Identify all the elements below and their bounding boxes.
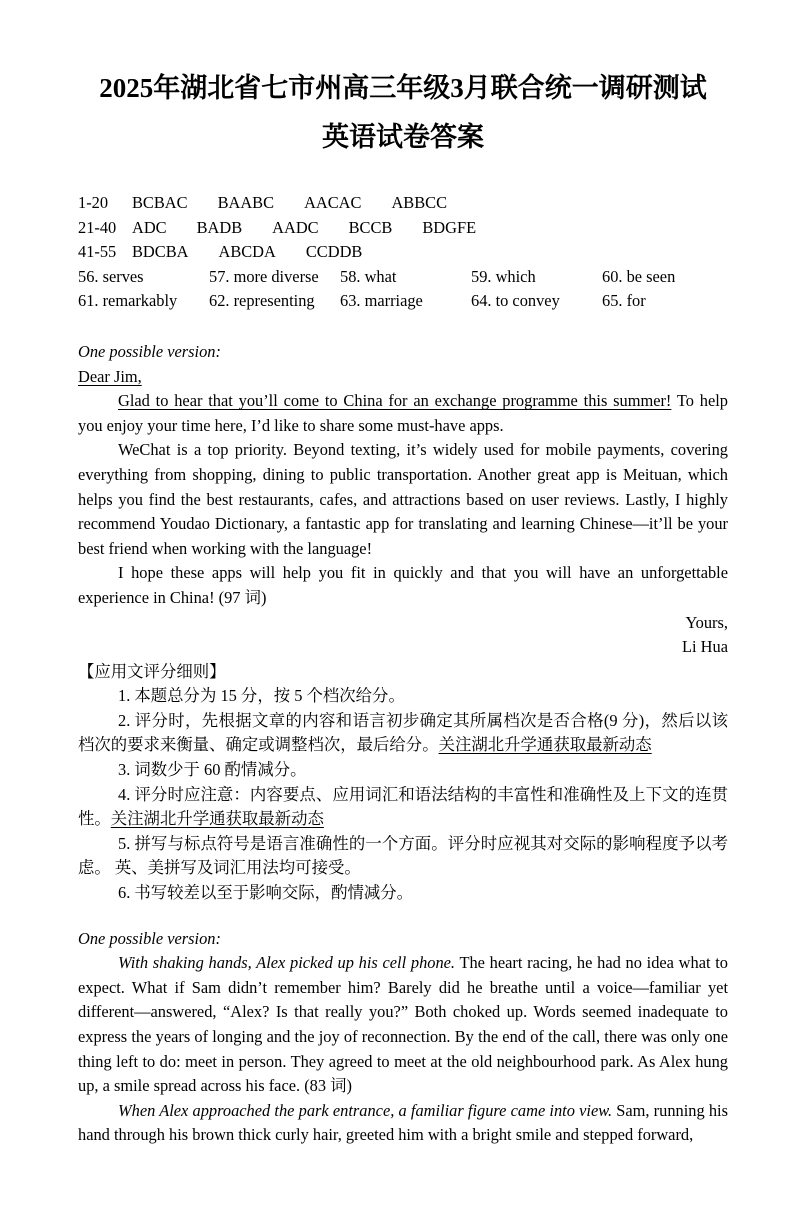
model-story-section	[78, 927, 728, 1148]
rubric-item-1	[78, 684, 728, 709]
letter-closing: Yours,	[685, 612, 728, 632]
answer-row-41-55	[78, 240, 728, 265]
answer-group: BADB	[196, 217, 243, 237]
title-line-1: 2025年湖北省七市州高三年级3月联合统一调研测试	[99, 73, 707, 103]
answer-group: AADC	[272, 217, 319, 237]
answer-group: BCCB	[348, 217, 393, 237]
answer-item: 56. serves	[78, 266, 144, 286]
answer-item: 62. representing	[209, 291, 315, 311]
fill-in-answers-row-56-60	[78, 265, 728, 290]
rubric-item-text: 5. 拼写与标点符号是语言准确性的一个方面。评分时应视其对交际的影响程度予以考虑。 英、美拼写及词汇用法均可接受。	[78, 833, 728, 878]
answer-group: CCDDB	[305, 242, 363, 262]
answer-group: ABBCC	[391, 193, 448, 212]
story-paragraph-2	[78, 1099, 728, 1148]
document-title	[78, 64, 728, 162]
letter-salutation	[78, 365, 728, 390]
answer-item: 58. what	[340, 266, 397, 286]
rubric-item-5	[78, 832, 728, 881]
answer-group: ADC	[132, 217, 167, 237]
answer-range-label: 21-40	[78, 217, 117, 237]
answer-item: 61. remarkably	[78, 291, 178, 311]
story-opening-sentence: With shaking hands, Alex picked up his cell phone.	[118, 953, 456, 973]
answer-key-section	[78, 191, 728, 314]
letter-paragraph-3: I hope these apps will help you fit in quickly and that you will have an unforgettable experience in China! (97 词)	[78, 563, 728, 607]
answer-item: 60. be seen	[602, 266, 676, 286]
rubric-item-6	[78, 881, 728, 906]
rubric-item-text: 3. 词数少于 60 酌情减分。	[118, 760, 307, 780]
answer-item: 65. for	[602, 291, 646, 311]
paragraph-text: To help you enjoy your time here, I’d like to share some must-have apps.	[78, 391, 728, 435]
answer-range-label: 1-20	[78, 193, 109, 212]
rubric-item-4	[78, 783, 728, 832]
answer-item: 59. which	[471, 266, 536, 286]
salutation-text: Dear Jim,	[78, 366, 142, 386]
rubric-item-text: 2. 评分时，先根据文章的内容和语言初步确定其所属档次是否合格(9 分)，然后以该档次的要求来衡量、确定或调整档次，最后给分。	[78, 710, 728, 755]
answer-group: BDGFE	[422, 217, 477, 237]
answer-range-label: 41-55	[78, 242, 117, 262]
rubric-heading: 【应用文评分细则】	[78, 661, 226, 681]
rubric-item-2	[78, 709, 728, 758]
answer-item: 57. more diverse	[209, 266, 319, 286]
letter-paragraph-2: WeChat is a top priority. Beyond texting, it’s widely used for mobile payments, covering everything from shopping, dining to public transportation. Another great app is Meituan, which helps you find the best restaurants, cafes, and attractions based on user reviews. Lastly, I highly recommend Youdao Dictionary, a fantastic app for translating and learning Chinese—it’ll be your best friend when working with the language!	[78, 440, 728, 558]
letter-signature: Li Hua	[682, 637, 728, 657]
title-line-2: 英语试卷答案	[322, 122, 484, 152]
answer-group: BCBAC	[132, 193, 188, 212]
answer-group: BDCBA	[132, 242, 189, 262]
answer-group: ABCDA	[218, 242, 276, 262]
underlined-opening-sentence: Glad to hear that you’ll come to China for an exchange programme this summer!	[118, 391, 672, 411]
answer-item: 64. to convey	[471, 291, 560, 311]
letter-paragraph-1	[78, 389, 728, 438]
model-letter-section	[78, 340, 728, 660]
answer-item: 63. marriage	[340, 291, 423, 311]
version-label: One possible version:	[78, 341, 221, 361]
fill-in-answers-row-61-65	[78, 289, 728, 314]
rubric-underlined-note: 关注湖北升学通获取最新动态	[438, 735, 652, 755]
story-paragraph-1	[78, 951, 728, 1099]
answer-group: AACAC	[304, 193, 362, 212]
rubric-item-3	[78, 758, 728, 783]
answer-row-1-20	[78, 191, 728, 216]
scoring-rubric-section	[78, 660, 728, 906]
rubric-item-text: 4. 评分时应注意：内容要点、应用词汇和语法结构的丰富性和准确性及上下文的连贯性。	[78, 784, 728, 829]
story-paragraph-text: The heart racing, he had no idea what to expect. What if Sam didn’t remember him? Barely did he breathe until a voice—familiar yet different—answered, “Alex? Is that really you?” Both choked up. Words seemed inadequate to express the years of longing and the joy of reconnection. By the end of the call, there was only one thing left to do: meet in person. They agreed to meet at the old neighbourhood park. As Alex hung up, a smile spread across his face. (83 词)	[78, 953, 728, 1096]
rubric-underlined-note: 关注湖北升学通获取最新动态	[110, 809, 324, 829]
rubric-item-text: 1. 本题总分为 15 分，按 5 个档次给分。	[118, 686, 405, 706]
answer-row-21-40	[78, 216, 728, 241]
answer-group: BAABC	[217, 193, 275, 212]
rubric-item-text: 6. 书写较差以至于影响交际，酌情减分。	[118, 883, 414, 903]
story-paragraph-text: Sam, running his hand through his brown thick curly hair, greeted him with a bright smile and stepped forward,	[78, 1100, 728, 1145]
version-label: One possible version:	[78, 928, 221, 948]
story-opening-sentence: When Alex approached the park entrance, a familiar figure came into view.	[118, 1100, 613, 1120]
